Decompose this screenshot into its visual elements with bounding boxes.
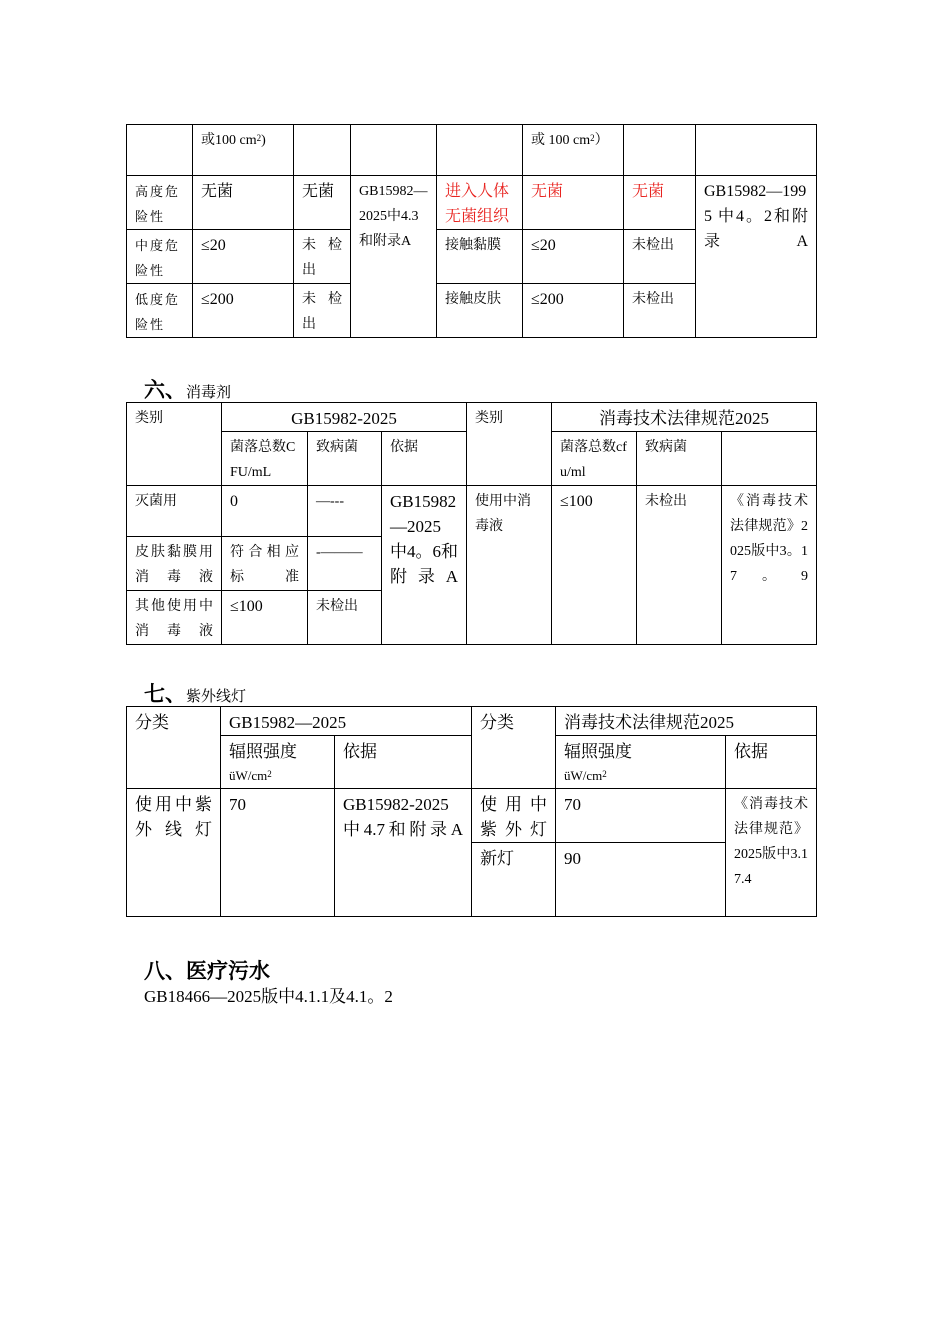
section-heading-disinfectant: 六、消毒剂 [144, 378, 232, 402]
risk-label: 高度危险性 [127, 176, 193, 230]
continuation-cell: 或 100 $cm^2$） [523, 125, 624, 176]
basis-right: 《消毒技术法律规范》2025版中3。17。9 [722, 486, 817, 645]
section-heading-uv-lamp: 七、紫外线灯 [144, 682, 247, 706]
empty-cell [127, 125, 193, 176]
empty-cell [351, 125, 437, 176]
header-category: 分类 [127, 707, 221, 789]
risk-label: 低度危险性 [127, 284, 193, 338]
pathogen-value: —--- [308, 486, 382, 537]
colony-value: 符合相应标准 [222, 537, 308, 591]
uv-lamp-table [126, 706, 817, 917]
pathogen-value: 无菌 [624, 176, 696, 230]
row-label: 新灯 [472, 843, 556, 917]
irradiance-value: 90 [556, 843, 726, 917]
header-standard-left: GB15982—2025 [221, 707, 472, 736]
category-label: 使用中消毒液 [467, 486, 552, 645]
header-standard-right: 消毒技术法律规范2025 [556, 707, 817, 736]
basis-left: GB15982—2025中4.3和附录A [351, 176, 437, 338]
header-category: 类别 [127, 403, 222, 486]
risk-label: 中度危险性 [127, 230, 193, 284]
header-irradiance: 辐照强度 $üW/cm^2$ [221, 736, 335, 789]
colony-value: ≤100 [222, 591, 308, 645]
pathogen-value: 未检出 [637, 486, 722, 645]
colony-value: ≤200 [193, 284, 294, 338]
pathogen-value: 未检出 [624, 284, 696, 338]
section-heading-medical-wastewater: 八、医疗污水 [144, 959, 270, 983]
pathogen-value: 未检出 [624, 230, 696, 284]
empty-cell [722, 432, 817, 486]
colony-value: ≤100 [552, 486, 637, 645]
basis-right: 《消毒技术法律规范》2025版中3.17.4 [726, 789, 817, 917]
header-pathogen: 致病菌 [308, 432, 382, 486]
colony-value: ≤20 [193, 230, 294, 284]
basis-left: GB15982—2025 中4。6和附录A [382, 486, 467, 645]
row-label: 使用中紫外灯 [472, 789, 556, 843]
header-category: 类别 [467, 403, 552, 486]
row-label: 其他使用中消毒液 [127, 591, 222, 645]
colony-value: 无菌 [193, 176, 294, 230]
header-basis: 依据 [335, 736, 472, 789]
header-colony: 菌落总数cfu/ml [552, 432, 637, 486]
header-pathogen: 致病菌 [637, 432, 722, 486]
category-label: 进入人体无菌组织 [437, 176, 523, 230]
pathogen-value: 未检出 [308, 591, 382, 645]
basis-left: GB15982-2025中4.7和附录A [335, 789, 472, 917]
empty-cell [437, 125, 523, 176]
colony-value: 0 [222, 486, 308, 537]
empty-cell [696, 125, 817, 176]
colony-value: ≤200 [523, 284, 624, 338]
header-colony: 菌落总数CFU/mL [222, 432, 308, 486]
header-standard-right: 消毒技术法律规范2025 [552, 403, 817, 432]
header-basis: 依据 [382, 432, 467, 486]
irradiance-value: 70 [556, 789, 726, 843]
header-standard-left: GB15982-2025 [222, 403, 467, 432]
wastewater-standard-text: GB18466—2025版中4.1.1及4.1。2 [144, 987, 393, 1006]
object-surface-table [126, 124, 817, 338]
disinfectant-table [126, 402, 817, 645]
pathogen-value: 未检出 [294, 284, 351, 338]
header-irradiance: 辐照强度 $üW/cm^2$ [556, 736, 726, 789]
pathogen-value: -——— [308, 537, 382, 591]
row-label: 使用中紫外线灯 [127, 789, 221, 917]
empty-cell [294, 125, 351, 176]
continuation-cell: 或100 $cm^2$) [193, 125, 294, 176]
pathogen-value: 未检出 [294, 230, 351, 284]
irradiance-value: 70 [221, 789, 335, 917]
empty-cell [624, 125, 696, 176]
basis-right: GB15982—1995 中4。2和附录A [696, 176, 817, 338]
colony-value: 无菌 [523, 176, 624, 230]
row-label: 灭菌用 [127, 486, 222, 537]
header-category: 分类 [472, 707, 556, 789]
colony-value: ≤20 [523, 230, 624, 284]
header-basis: 依据 [726, 736, 817, 789]
row-label: 皮肤黏膜用消毒液 [127, 537, 222, 591]
category-label: 接触皮肤 [437, 284, 523, 338]
category-label: 接触黏膜 [437, 230, 523, 284]
pathogen-value: 无菌 [294, 176, 351, 230]
